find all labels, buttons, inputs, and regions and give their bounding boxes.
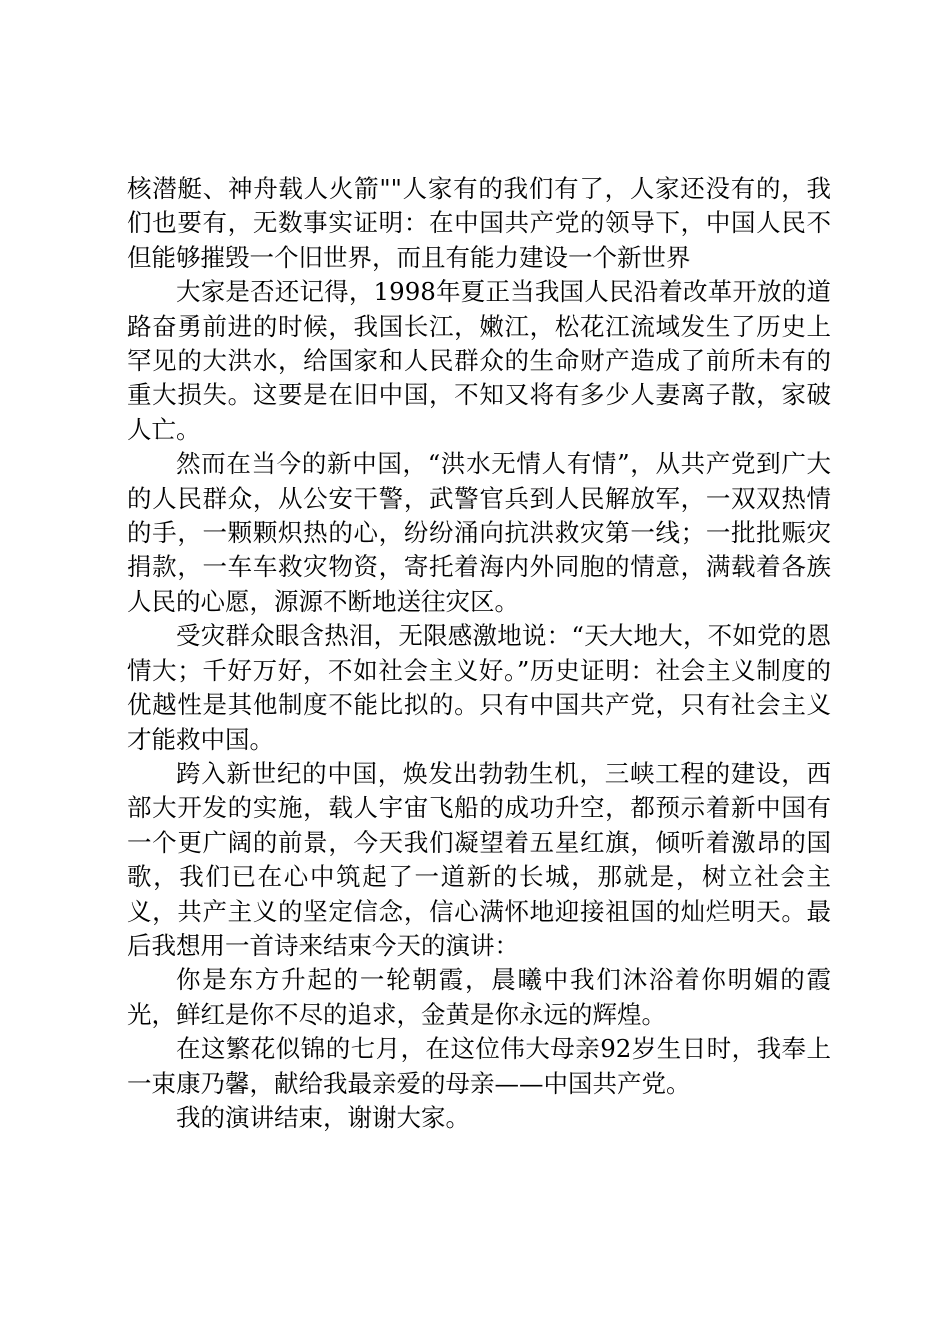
paragraph-4: 受灾群众眼含热泪，无限感激地说：“天大地大，不如党的恩情大；千好万好，不如社会主义好。”历史证明：社会主义制度的优越性是其他制度不能比拟的。只有中国共产党，只有社会主义才能救中国。: [127, 621, 831, 754]
paragraph-1: 核潜艇、神舟载人火箭""人家有的我们有了，人家还没有的，我们也要有，无数事实证明：在中国共产党的领导下，中国人民不但能够摧毁一个旧世界，而且有能力建设一个新世界: [127, 174, 831, 272]
paragraph-5: 跨入新世纪的中国，焕发出勃勃生机，三峡工程的建设，西部大开发的实施，载人宇宙飞船的成功升空，都预示着新中国有一个更广阔的前景，今天我们凝望着五星红旗，倾听着激昂的国歌，我们已在心中筑起了一道新的长城，那就是，树立社会主义，共产主义的坚定信念，信心满怀地迎接祖国的灿烂明天。最后我想用一首诗来结束今天的演讲：: [127, 758, 831, 960]
paragraph-6: 你是东方升起的一轮朝霞，晨曦中我们沐浴着你明媚的霞光，鲜红是你不尽的追求，金黄是你永远的辉煌。: [127, 965, 831, 1029]
document-body: [127, 172, 831, 1135]
paragraph-8: 我的演讲结束，谢谢大家。: [176, 1102, 470, 1132]
paragraph-7: 在这繁花似锦的七月，在这位伟大母亲92岁生日时，我奉上一束康乃馨，献给我最亲爱的母亲——中国共产党。: [127, 1034, 831, 1098]
paragraph-2: 大家是否还记得，1998年夏正当我国人民沿着改革开放的道路奋勇前进的时候，我国长江，嫩江，松花江流域发生了历史上罕见的大洪水，给国家和人民群众的生命财产造成了前所未有的重大损失。这要是在旧中国，不知又将有多少人妻离子散，家破人亡。: [127, 277, 831, 444]
paragraph-3: 然而在当今的新中国，“洪水无情人有情”，从共产党到广大的人民群众，从公安干警，武警官兵到人民解放军，一双双热情的手，一颗颗炽热的心，纷纷涌向抗洪救灾第一线；一批批赈灾捐款，一车车救灾物资，寄托着海内外同胞的情意，满载着各族人民的心愿，源源不断地送往灾区。: [127, 449, 831, 616]
